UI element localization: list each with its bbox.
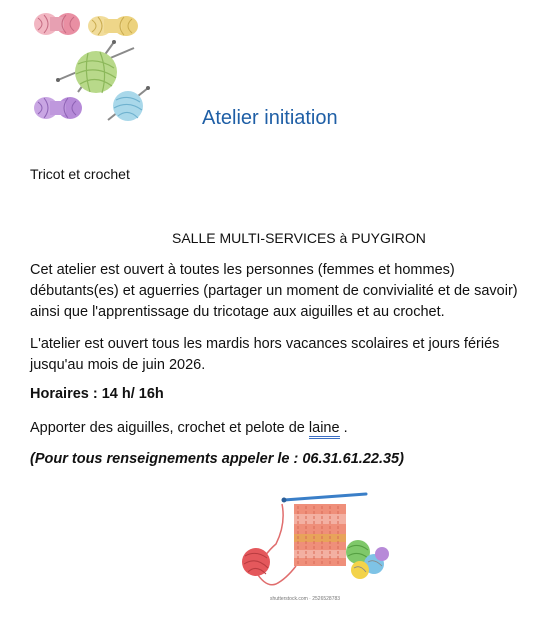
yellow-skein-icon bbox=[88, 16, 138, 36]
page-subtitle: Tricot et crochet bbox=[30, 166, 130, 182]
yarn-balls-illustration bbox=[28, 8, 158, 126]
bring-suffix: . bbox=[339, 420, 348, 436]
knitted-swatch-icon bbox=[294, 504, 346, 566]
purple-skein-icon bbox=[34, 97, 82, 119]
description-paragraph: Cet atelier est ouvert à toutes les personnes (femmes et hommes) débutants(es) et aguerries (partager un moment de convivialité et de savoir) ainsi que l'apprentissage du tricotage aux aiguilles et au crochet. bbox=[30, 262, 518, 320]
pink-skein-icon bbox=[34, 13, 80, 35]
contact-line: (Pour tous renseignements appeler le : 06.31.61.22.35) bbox=[30, 451, 404, 467]
blue-yarn-ball-icon bbox=[108, 86, 150, 121]
knitting-illustration bbox=[236, 484, 396, 592]
green-yarn-ball-icon bbox=[56, 40, 134, 93]
bring-underlined-word: laine bbox=[309, 420, 340, 439]
red-yarn-ball-icon bbox=[242, 548, 270, 576]
page-title: Atelier initiation bbox=[202, 107, 338, 129]
bring-line bbox=[30, 420, 348, 436]
bring-prefix: Apporter des aiguilles, crochet et pelote de bbox=[30, 420, 309, 436]
image-credit: shutterstock.com · 2526528783 bbox=[270, 596, 341, 602]
small-yarn-balls-icon bbox=[346, 540, 389, 579]
schedule-paragraph: L'atelier est ouvert tous les mardis hors vacances scolaires et jours fériés jusqu'au mois de juin 2026. bbox=[30, 336, 500, 373]
venue-line: SALLE MULTI-SERVICES à PUYGIRON bbox=[172, 230, 426, 246]
hours-line: Horaires : 14 h/ 16h bbox=[30, 386, 164, 402]
crochet-hook-icon bbox=[282, 494, 367, 503]
